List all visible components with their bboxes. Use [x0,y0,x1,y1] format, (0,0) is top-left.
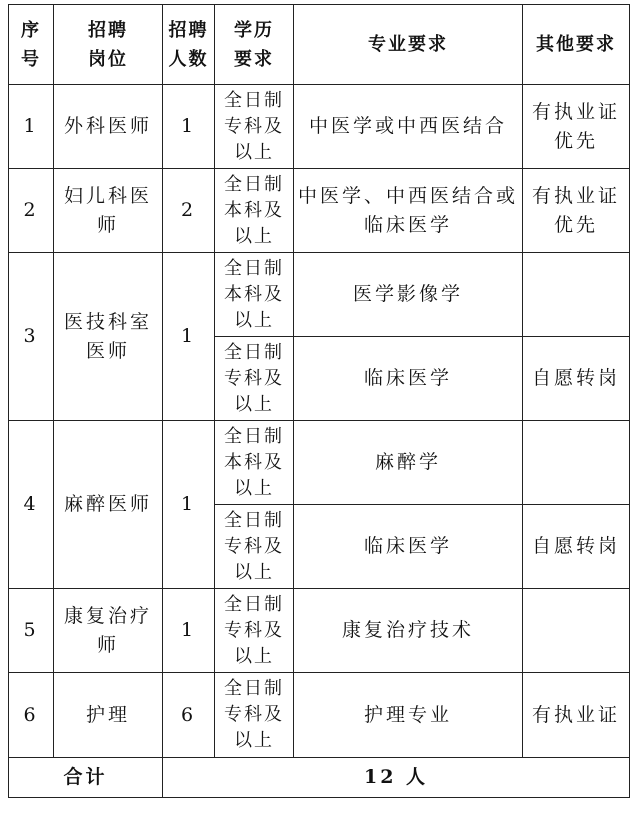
row-education: 全日制 专科及 以上 [215,589,294,673]
table-row [9,589,630,673]
row-position: 麻醉医师 [54,421,163,589]
total-label: 合计 [9,758,163,798]
row-count: 6 [163,673,215,758]
row-other [523,421,630,505]
row-other: 有执业证 优先 [523,85,630,169]
row-major: 临床医学 [294,337,523,421]
header-other: 其他要求 [523,5,630,85]
row-major: 中医学、中西医结合或 临床医学 [294,169,523,253]
table-header-row [9,5,630,85]
header-position: 招聘 岗位 [54,5,163,85]
row-count: 2 [163,169,215,253]
row-education: 全日制 专科及 以上 [215,673,294,758]
row-major: 麻醉学 [294,421,523,505]
row-education: 全日制 本科及 以上 [215,169,294,253]
row-index: 3 [9,253,54,421]
header-education: 学历 要求 [215,5,294,85]
total-value: 12 人 [163,758,630,798]
row-index: 2 [9,169,54,253]
row-other [523,253,630,337]
table-row [9,85,630,169]
row-index: 1 [9,85,54,169]
row-count: 1 [163,253,215,421]
table-row [9,253,630,337]
row-count: 1 [163,589,215,673]
header-count: 招聘 人数 [163,5,215,85]
row-position: 康复治疗 师 [54,589,163,673]
header-major: 专业要求 [294,5,523,85]
row-count: 1 [163,85,215,169]
row-other: 有执业证 [523,673,630,758]
table-row [9,169,630,253]
row-position: 妇儿科医 师 [54,169,163,253]
row-education: 全日制 专科及 以上 [215,337,294,421]
row-other [523,589,630,673]
row-index: 5 [9,589,54,673]
row-major: 护理专业 [294,673,523,758]
row-major: 康复治疗技术 [294,589,523,673]
row-education: 全日制 本科及 以上 [215,421,294,505]
recruitment-table [8,4,630,798]
row-education: 全日制 专科及 以上 [215,505,294,589]
row-count: 1 [163,421,215,589]
table-row [9,421,630,505]
row-major: 临床医学 [294,505,523,589]
row-major: 医学影像学 [294,253,523,337]
row-other: 有执业证 优先 [523,169,630,253]
row-other: 自愿转岗 [523,505,630,589]
table-row [9,673,630,758]
row-major: 中医学或中西医结合 [294,85,523,169]
total-row [9,758,630,798]
row-other: 自愿转岗 [523,337,630,421]
row-education: 全日制 本科及 以上 [215,253,294,337]
row-index: 4 [9,421,54,589]
header-index: 序 号 [9,5,54,85]
row-position: 医技科室 医师 [54,253,163,421]
row-education: 全日制 专科及 以上 [215,85,294,169]
row-position: 护理 [54,673,163,758]
row-position: 外科医师 [54,85,163,169]
row-index: 6 [9,673,54,758]
